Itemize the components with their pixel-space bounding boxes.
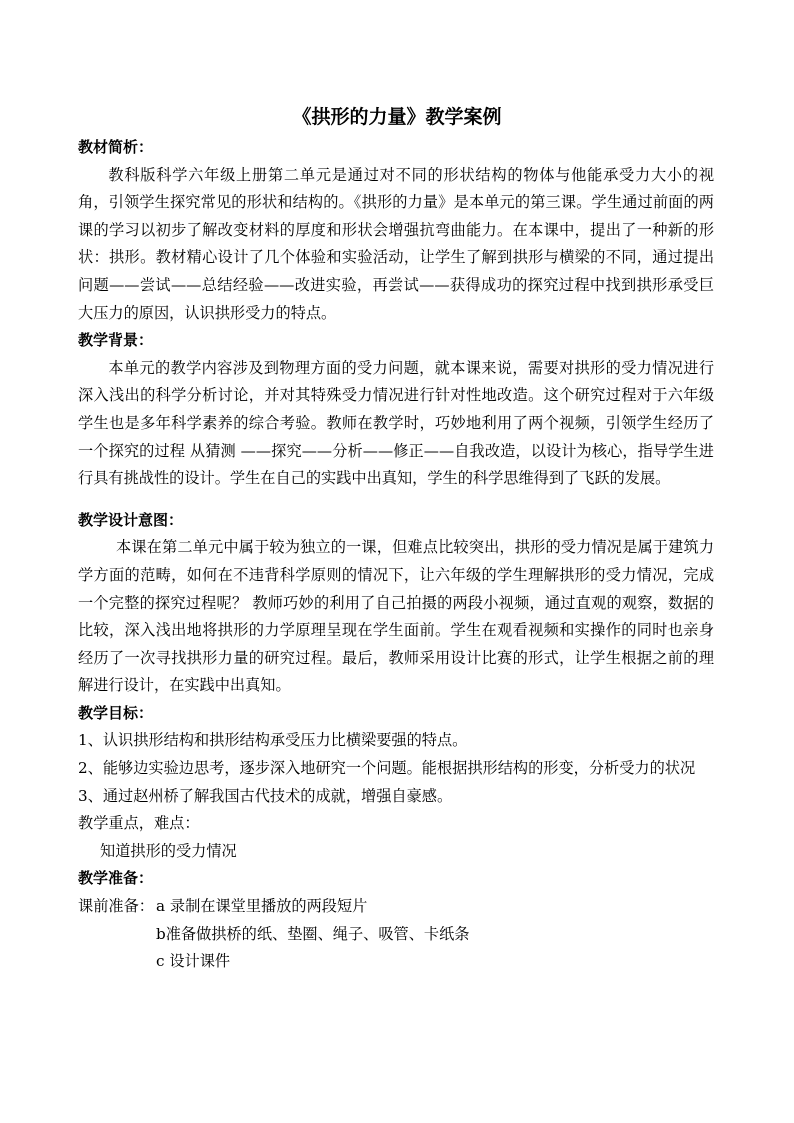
document-body [78,134,714,976]
background-paragraph: 本单元的教学内容涉及到物理方面的受力问题，就本课来说，需要对拱形的受力情况进行深入浅出的科学分析讨论，并对其特殊受力情况进行针对性地改造。这个研究过程对于六年级学生也是多年科学素养的综合考验。教师在教学时，巧妙地利用了两个视频，引领学生经历了一个探究的过程 从猜测 ——探究——分析——修正——自我改造，以设计为核心，指导学生进行具有挑战性的设计。学生在自己的实践中出真知，学生的科学思维得到了飞跃的发展。 [78,358,714,488]
preparation-item: a 录制在课堂里播放的两段短片 [156,897,368,916]
preparation-item: b准备做拱桥的纸、垫圈、绳子、吸管、卡纸条 [156,924,470,943]
preparation-item: c 设计课件 [156,952,231,971]
document-title: 《拱形的力量》教学案例 [292,106,502,128]
design-intent-paragraph: 本课在第二单元中属于较为独立的一课，但难点比较突出，拱形的受力情况是属于建筑力学方面的范畴，如何在不违背科学原则的情况下，让六年级的学生理解拱形的受力情况，完成一个完整的探究过程呢？ 教师巧妙的利用了自己拍摄的两段小视频，通过直观的观察，数据的比较，深入浅出地将拱形的力学原理呈现在学生面前。学生在观看视频和实操作的同时也亲身经历了一次寻找拱形力量的研究过程。最后，教师采用设计比赛的形式，让学生根据之前的理解进行设计，在实践中出真知。 [78,538,714,695]
goal-item: 3、通过赵州桥了解我国古代技术的成就，增强自豪感。 [78,786,453,805]
spacer [78,493,714,507]
preparation-row [78,893,714,921]
section-heading-design-intent: 教学设计意图： [78,510,184,529]
section-heading-analysis: 教材简析： [78,138,154,156]
key-points-text: 知道拱形的受力情况 [100,841,237,860]
goal-item: 2、能够边实验边思考，逐步深入地研究一个问题。能根据拱形结构的形变，分析受力的状况 [78,759,696,778]
preparation-label: 课前准备： [78,897,154,916]
section-heading-goals: 教学目标： [78,703,154,722]
goal-item: 1、认识拱形结构和拱形结构承受压力比横梁要强的特点。 [78,731,468,750]
section-heading-preparation: 教学准备： [78,869,154,888]
analysis-paragraph: 教科版科学六年级上册第二单元是通过对不同的形状结构的物体与他能承受力大小的视角，引领学生探究常见的形状和结构的。《拱形的力量》是本单元的第三课。学生通过前面的两课的学习以初步了解改变材料的厚度和形状会增强抗弯曲能力。在本课中，提出了一种新的形状：拱形。教材精心设计了几个体验和实验活动，让学生了解到拱形与横梁的不同，通过提出问题——尝试——总结经验——改进实验，再尝试——获得成功的探究过程中找到拱形承受巨大压力的原因，认识拱形受力的特点。 [78,165,714,322]
section-heading-background: 教学背景： [78,331,154,350]
section-heading-key-points: 教学重点，难点： [78,814,200,833]
